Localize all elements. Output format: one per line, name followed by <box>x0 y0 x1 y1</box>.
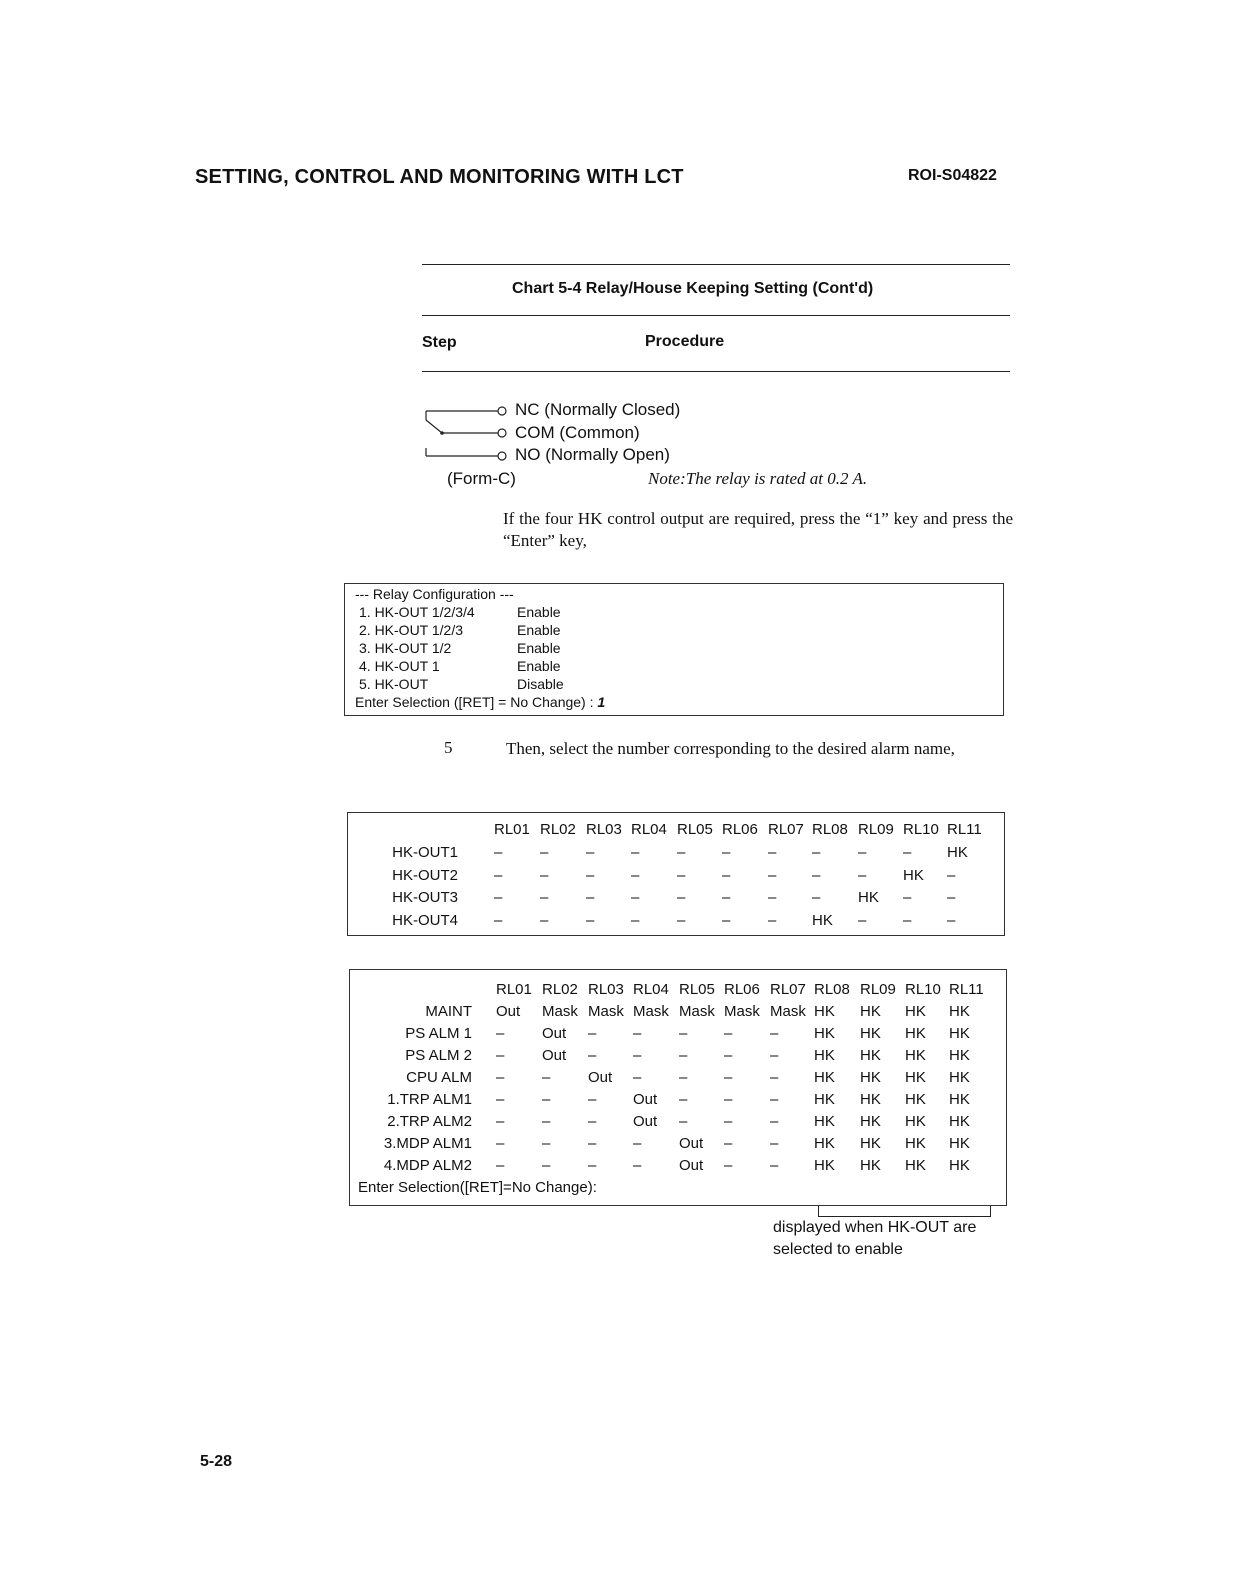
table-cell: – <box>496 1135 505 1152</box>
table-cell: – <box>770 1113 779 1130</box>
relay-config-title: --- Relay Configuration --- <box>355 586 514 602</box>
table-cell: HK <box>814 1003 835 1020</box>
table-cell: HK <box>812 911 833 929</box>
table-cell: – <box>724 1091 733 1108</box>
column-header: RL01 <box>496 981 532 998</box>
table-cell: – <box>631 844 640 861</box>
table-cell: – <box>631 866 640 884</box>
table-cell: – <box>903 889 912 906</box>
row-label[interactable]: HK-OUT3 <box>392 889 458 906</box>
column-header: RL04 <box>631 821 667 838</box>
table-cell: – <box>494 911 503 929</box>
relay-config-item-value: Enable <box>517 604 561 620</box>
table-cell: – <box>496 1047 505 1064</box>
prompt-text: Enter Selection ([RET] = No Change) : <box>355 694 598 710</box>
table-cell: – <box>540 866 549 884</box>
table-cell: – <box>588 1113 597 1130</box>
table-cell: HK <box>905 1025 926 1042</box>
table-cell: – <box>858 911 867 929</box>
table-cell: – <box>633 1047 642 1064</box>
table-cell: – <box>631 889 640 906</box>
step-number: 5 <box>444 738 453 757</box>
table-cell: Out <box>679 1135 704 1152</box>
relay-config-item-label: 1. HK-OUT 1/2/3/4 <box>359 604 475 620</box>
column-header: RL09 <box>860 981 896 998</box>
table-cell: – <box>588 1025 597 1042</box>
table-cell: Mask <box>724 1003 760 1020</box>
terminal-nc: NC (Normally Closed) <box>515 400 681 419</box>
form-c-label: (Form-C) <box>447 469 516 488</box>
table-cell: – <box>903 844 912 861</box>
caption-line: displayed when HK-OUT are <box>773 1219 977 1236</box>
column-header: RL08 <box>814 981 850 998</box>
table-cell: – <box>858 866 867 884</box>
table-cell: – <box>542 1091 551 1108</box>
table-cell: – <box>722 911 731 929</box>
table-cell: HK <box>947 844 968 861</box>
table-cell: Out <box>679 1157 704 1174</box>
table-cell: – <box>496 1113 505 1130</box>
table-cell: – <box>724 1157 733 1174</box>
table-cell: – <box>586 911 595 929</box>
table-cell: – <box>724 1113 733 1130</box>
table-cell: HK <box>905 1113 926 1130</box>
table-cell: – <box>494 866 503 884</box>
table-cell: HK <box>814 1025 835 1042</box>
table-cell: – <box>947 866 956 884</box>
table-cell: – <box>679 1069 688 1086</box>
table-cell: HK <box>814 1047 835 1064</box>
column-header: RL10 <box>905 981 941 998</box>
table-cell: HK <box>949 1047 970 1064</box>
column-header: RL10 <box>903 821 939 838</box>
relay-config-item-value: Enable <box>517 622 561 638</box>
table-cell: – <box>770 1069 779 1086</box>
table-cell: – <box>586 866 595 884</box>
document-id: ROI-S04822 <box>908 167 997 184</box>
relay-config-item-value: Enable <box>517 658 561 674</box>
table-cell: – <box>770 1091 779 1108</box>
table-cell: HK <box>905 1157 926 1174</box>
table-cell: – <box>903 911 912 929</box>
chart-title: Chart 5-4 Relay/House Keeping Setting (Cont'd) <box>512 280 874 297</box>
row-label[interactable]: PS ALM 1 <box>405 1025 472 1042</box>
row-label[interactable]: MAINT <box>425 1003 472 1020</box>
column-header-procedure: Procedure <box>645 333 725 350</box>
page-number: 5-28 <box>200 1453 233 1470</box>
table-cell: HK <box>860 1069 881 1086</box>
relay-config-item-value: Enable <box>517 640 561 656</box>
table-cell: – <box>496 1069 505 1086</box>
table-cell: HK <box>949 1157 970 1174</box>
prompt-input: 1 <box>597 694 606 710</box>
rule-bottom <box>422 371 1010 372</box>
table-cell: – <box>494 844 503 861</box>
column-header: RL04 <box>633 981 669 998</box>
table-cell: – <box>633 1025 642 1042</box>
table-cell: Mask <box>588 1003 624 1020</box>
caption-line: selected to enable <box>773 1241 903 1258</box>
table-cell: – <box>542 1157 551 1174</box>
table-cell: – <box>812 844 821 861</box>
table-cell: – <box>496 1157 505 1174</box>
table-cell: HK <box>905 1091 926 1108</box>
table-cell: – <box>586 844 595 861</box>
table-cell: HK <box>858 889 879 906</box>
column-header: RL06 <box>724 981 760 998</box>
table-cell: HK <box>949 1113 970 1130</box>
selection-prompt[interactable]: Enter Selection([RET]=No Change): <box>358 1179 597 1196</box>
table-cell: – <box>724 1069 733 1086</box>
table-cell: – <box>770 1157 779 1174</box>
table-cell: – <box>633 1157 642 1174</box>
instruction-paragraph: If the four HK control output are required, press the “1” key and press the “Enter” key, <box>503 509 1013 550</box>
table-cell: HK <box>905 1047 926 1064</box>
table-cell: – <box>679 1113 688 1130</box>
table-cell: HK <box>814 1135 835 1152</box>
table-cell: – <box>768 844 777 861</box>
alarm-assignment-table <box>349 969 1007 1206</box>
table-cell: – <box>496 1091 505 1108</box>
table-cell: – <box>722 866 731 884</box>
table-cell: – <box>496 1025 505 1042</box>
table-cell: – <box>812 866 821 884</box>
row-label[interactable]: 3.MDP ALM1 <box>383 1135 472 1152</box>
column-header: RL02 <box>540 821 576 838</box>
rule-top <box>422 264 1010 265</box>
bracket-caption <box>773 1217 976 1261</box>
column-header: RL11 <box>947 821 982 838</box>
table-cell: – <box>947 911 956 929</box>
row-label[interactable]: CPU ALM <box>406 1069 472 1086</box>
table-cell: – <box>633 1069 642 1086</box>
row-label[interactable]: 2.TRP ALM2 <box>387 1113 472 1130</box>
table-cell: HK <box>814 1157 835 1174</box>
table-cell: HK <box>860 1091 881 1108</box>
table-cell: HK <box>860 1025 881 1042</box>
column-header-step: Step <box>422 334 457 351</box>
column-header: RL02 <box>542 981 578 998</box>
table-cell: – <box>542 1113 551 1130</box>
relay-config-item-label: 5. HK-OUT <box>359 676 429 692</box>
table-cell: – <box>588 1047 597 1064</box>
page-header-title: SETTING, CONTROL AND MONITORING WITH LCT <box>195 166 684 188</box>
table-cell: HK <box>814 1069 835 1086</box>
column-header: RL03 <box>588 981 624 998</box>
table-cell: – <box>677 911 686 929</box>
table-cell: – <box>679 1091 688 1108</box>
column-header: RL01 <box>494 821 530 838</box>
table-cell: – <box>542 1069 551 1086</box>
hk-columns-bracket <box>818 1206 991 1217</box>
table-cell: – <box>677 889 686 906</box>
table-cell: – <box>542 1135 551 1152</box>
table-cell: – <box>631 911 640 929</box>
table-cell: HK <box>860 1047 881 1064</box>
table-cell: Mask <box>633 1003 669 1020</box>
table-cell: HK <box>905 1003 926 1020</box>
relay-config-item-label: 3. HK-OUT 1/2 <box>359 640 452 656</box>
table-cell: – <box>633 1135 642 1152</box>
table-cell: – <box>768 911 777 929</box>
column-header: RL05 <box>679 981 715 998</box>
table-cell: – <box>947 889 956 906</box>
relay-configuration-screen <box>344 583 1004 716</box>
table-cell: – <box>770 1047 779 1064</box>
table-cell: Out <box>542 1025 567 1042</box>
table-cell: HK <box>860 1113 881 1130</box>
table-cell: – <box>679 1025 688 1042</box>
table-cell: Out <box>588 1069 613 1086</box>
table-cell: – <box>540 844 549 861</box>
form-c-contact-diagram <box>418 398 508 464</box>
table-cell: – <box>677 844 686 861</box>
table-cell: Mask <box>770 1003 806 1020</box>
table-cell: – <box>679 1047 688 1064</box>
relay-config-prompt[interactable] <box>355 694 605 710</box>
table-cell: – <box>677 866 686 884</box>
table-cell: – <box>588 1091 597 1108</box>
table-cell: HK <box>949 1091 970 1108</box>
column-header: RL07 <box>770 981 806 998</box>
table-cell: HK <box>903 866 924 884</box>
table-cell: Mask <box>542 1003 578 1020</box>
table-cell: – <box>722 889 731 906</box>
table-cell: HK <box>949 1025 970 1042</box>
step-text: Then, select the number corresponding to the desired alarm name, <box>506 739 955 758</box>
relay-config-item-value: Disable <box>517 676 564 692</box>
table-cell: – <box>770 1135 779 1152</box>
table-cell: Out <box>496 1003 521 1020</box>
row-label[interactable]: PS ALM 2 <box>405 1047 472 1064</box>
table-cell: – <box>586 889 595 906</box>
relay-config-item-label: 2. HK-OUT 1/2/3 <box>359 622 464 638</box>
table-cell: – <box>722 844 731 861</box>
table-cell: – <box>494 889 503 906</box>
terminal-com: COM (Common) <box>515 423 640 442</box>
table-cell: – <box>768 866 777 884</box>
table-cell: – <box>724 1025 733 1042</box>
table-cell: – <box>588 1157 597 1174</box>
table-cell: – <box>770 1025 779 1042</box>
table-cell: – <box>540 889 549 906</box>
table-cell: Out <box>542 1047 567 1064</box>
column-header: RL06 <box>722 821 758 838</box>
table-cell: – <box>768 889 777 906</box>
table-cell: Mask <box>679 1003 715 1020</box>
table-cell: HK <box>814 1091 835 1108</box>
table-cell: – <box>812 889 821 906</box>
column-header: RL11 <box>949 981 984 998</box>
terminal-no: NO (Normally Open) <box>515 445 670 464</box>
row-label[interactable]: HK-OUT1 <box>392 844 458 861</box>
table-cell: HK <box>814 1113 835 1130</box>
table-cell: – <box>540 911 549 929</box>
column-header: RL08 <box>812 821 848 838</box>
row-label[interactable]: 4.MDP ALM2 <box>383 1157 472 1174</box>
relay-rating-note: Note:The relay is rated at 0.2 A. <box>648 469 868 488</box>
column-header: RL05 <box>677 821 713 838</box>
table-cell: HK <box>905 1135 926 1152</box>
table-cell: – <box>858 844 867 861</box>
table-cell: HK <box>949 1135 970 1152</box>
table-cell: – <box>724 1135 733 1152</box>
table-cell: – <box>724 1047 733 1064</box>
rule-mid <box>422 315 1010 316</box>
table-cell: HK <box>860 1157 881 1174</box>
table-cell: HK <box>860 1003 881 1020</box>
row-label[interactable]: HK-OUT2 <box>392 866 458 884</box>
relay-config-item-label: 4. HK-OUT 1 <box>359 658 440 674</box>
hk-out-table <box>347 812 1005 936</box>
column-header: RL09 <box>858 821 894 838</box>
table-cell: HK <box>949 1003 970 1020</box>
table-cell: Out <box>633 1113 658 1130</box>
table-cell: HK <box>860 1135 881 1152</box>
column-header: RL03 <box>586 821 622 838</box>
row-label[interactable]: HK-OUT4 <box>392 911 458 929</box>
table-cell: HK <box>949 1069 970 1086</box>
table-cell: – <box>588 1135 597 1152</box>
column-header: RL07 <box>768 821 804 838</box>
table-cell: Out <box>633 1091 658 1108</box>
row-label[interactable]: 1.TRP ALM1 <box>387 1091 472 1108</box>
table-cell: HK <box>905 1069 926 1086</box>
